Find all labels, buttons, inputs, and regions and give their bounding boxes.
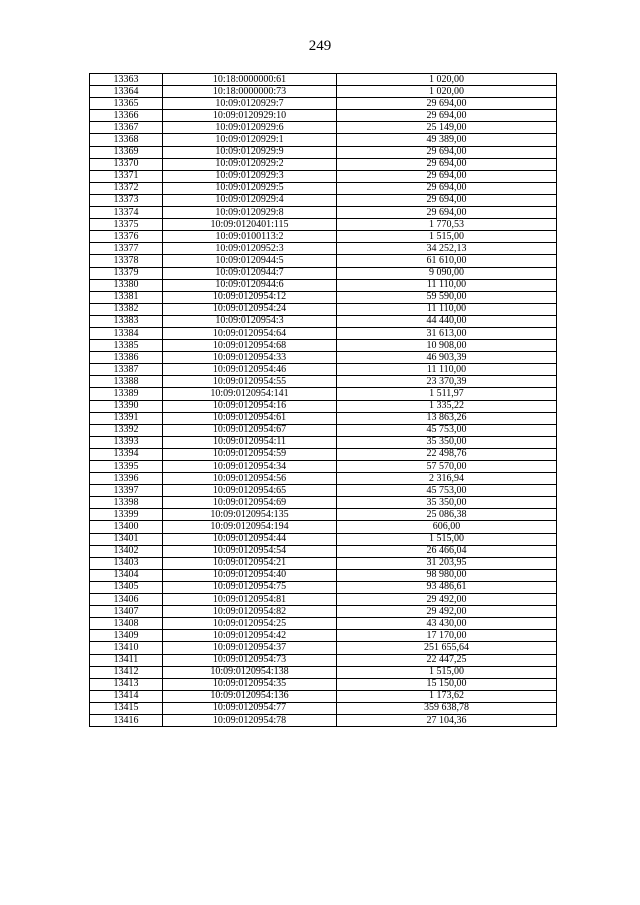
cadastral-number-cell: 10:09:0120929:9 bbox=[163, 146, 337, 158]
row-number-cell: 13395 bbox=[90, 461, 163, 473]
cadastral-number-cell: 10:09:0120954:40 bbox=[163, 569, 337, 581]
amount-cell: 15 150,00 bbox=[337, 678, 557, 690]
row-number-cell: 13399 bbox=[90, 509, 163, 521]
row-number-cell: 13394 bbox=[90, 448, 163, 460]
table-row bbox=[90, 74, 557, 86]
data-table bbox=[89, 73, 557, 727]
cadastral-number-cell: 10:09:0120954:141 bbox=[163, 388, 337, 400]
row-number-cell: 13391 bbox=[90, 412, 163, 424]
cadastral-number-cell: 10:09:0120929:2 bbox=[163, 158, 337, 170]
table-row bbox=[90, 424, 557, 436]
table-row bbox=[90, 122, 557, 134]
table-row bbox=[90, 485, 557, 497]
table-row bbox=[90, 690, 557, 702]
amount-cell: 251 655,64 bbox=[337, 642, 557, 654]
cadastral-number-cell: 10:09:0120954:55 bbox=[163, 376, 337, 388]
row-number-cell: 13413 bbox=[90, 678, 163, 690]
amount-cell: 31 203,95 bbox=[337, 557, 557, 569]
row-number-cell: 13405 bbox=[90, 581, 163, 593]
amount-cell: 11 110,00 bbox=[337, 303, 557, 315]
amount-cell: 93 486,61 bbox=[337, 581, 557, 593]
table-row bbox=[90, 364, 557, 376]
row-number-cell: 13406 bbox=[90, 594, 163, 606]
cadastral-number-cell: 10:09:0120929:1 bbox=[163, 134, 337, 146]
row-number-cell: 13407 bbox=[90, 606, 163, 618]
row-number-cell: 13387 bbox=[90, 364, 163, 376]
row-number-cell: 13412 bbox=[90, 666, 163, 678]
row-number-cell: 13371 bbox=[90, 170, 163, 182]
row-number-cell: 13374 bbox=[90, 207, 163, 219]
amount-cell: 2 316,94 bbox=[337, 473, 557, 485]
row-number-cell: 13386 bbox=[90, 352, 163, 364]
cadastral-number-cell: 10:09:0120954:56 bbox=[163, 473, 337, 485]
amount-cell: 359 638,78 bbox=[337, 702, 557, 714]
cadastral-number-cell: 10:09:0120954:54 bbox=[163, 545, 337, 557]
table-row bbox=[90, 702, 557, 714]
cadastral-number-cell: 10:09:0120954:77 bbox=[163, 702, 337, 714]
row-number-cell: 13384 bbox=[90, 327, 163, 339]
cadastral-number-cell: 10:09:0120929:7 bbox=[163, 98, 337, 110]
cadastral-number-cell: 10:09:0120954:37 bbox=[163, 642, 337, 654]
amount-cell: 35 350,00 bbox=[337, 436, 557, 448]
amount-cell: 59 590,00 bbox=[337, 291, 557, 303]
table-row bbox=[90, 606, 557, 618]
amount-cell: 23 370,39 bbox=[337, 376, 557, 388]
row-number-cell: 13414 bbox=[90, 690, 163, 702]
row-number-cell: 13409 bbox=[90, 630, 163, 642]
row-number-cell: 13401 bbox=[90, 533, 163, 545]
cadastral-number-cell: 10:09:0120954:11 bbox=[163, 436, 337, 448]
row-number-cell: 13379 bbox=[90, 267, 163, 279]
amount-cell: 29 694,00 bbox=[337, 110, 557, 122]
table-body bbox=[90, 74, 557, 727]
table-row bbox=[90, 497, 557, 509]
amount-cell: 29 492,00 bbox=[337, 594, 557, 606]
row-number-cell: 13385 bbox=[90, 340, 163, 352]
amount-cell: 29 694,00 bbox=[337, 98, 557, 110]
row-number-cell: 13366 bbox=[90, 110, 163, 122]
cadastral-number-cell: 10:09:0120954:82 bbox=[163, 606, 337, 618]
amount-cell: 49 389,00 bbox=[337, 134, 557, 146]
row-number-cell: 13404 bbox=[90, 569, 163, 581]
page-number: 249 bbox=[308, 38, 332, 54]
cadastral-number-cell: 10:09:0120954:61 bbox=[163, 412, 337, 424]
row-number-cell: 13402 bbox=[90, 545, 163, 557]
table-row bbox=[90, 533, 557, 545]
row-number-cell: 13408 bbox=[90, 618, 163, 630]
table-row bbox=[90, 521, 557, 533]
table-row bbox=[90, 158, 557, 170]
table-row bbox=[90, 448, 557, 460]
table-row bbox=[90, 194, 557, 206]
table-row bbox=[90, 581, 557, 593]
row-number-cell: 13392 bbox=[90, 424, 163, 436]
row-number-cell: 13378 bbox=[90, 255, 163, 267]
amount-cell: 17 170,00 bbox=[337, 630, 557, 642]
amount-cell: 46 903,39 bbox=[337, 352, 557, 364]
table-row bbox=[90, 352, 557, 364]
amount-cell: 45 753,00 bbox=[337, 485, 557, 497]
table-row bbox=[90, 388, 557, 400]
amount-cell: 13 863,26 bbox=[337, 412, 557, 424]
row-number-cell: 13372 bbox=[90, 182, 163, 194]
table-row bbox=[90, 666, 557, 678]
cadastral-number-cell: 10:09:0120954:138 bbox=[163, 666, 337, 678]
cadastral-number-cell: 10:09:0120929:3 bbox=[163, 170, 337, 182]
amount-cell: 1 515,00 bbox=[337, 666, 557, 678]
amount-cell: 61 610,00 bbox=[337, 255, 557, 267]
row-number-cell: 13398 bbox=[90, 497, 163, 509]
row-number-cell: 13369 bbox=[90, 146, 163, 158]
amount-cell: 29 694,00 bbox=[337, 158, 557, 170]
row-number-cell: 13373 bbox=[90, 194, 163, 206]
cadastral-number-cell: 10:09:0120954:34 bbox=[163, 461, 337, 473]
table-row bbox=[90, 327, 557, 339]
cadastral-number-cell: 10:09:0120954:35 bbox=[163, 678, 337, 690]
row-number-cell: 13389 bbox=[90, 388, 163, 400]
cadastral-number-cell: 10:09:0120954:73 bbox=[163, 654, 337, 666]
table-row bbox=[90, 219, 557, 231]
row-number-cell: 13416 bbox=[90, 714, 163, 726]
cadastral-number-cell: 10:09:0120954:59 bbox=[163, 448, 337, 460]
amount-cell: 43 430,00 bbox=[337, 618, 557, 630]
amount-cell: 57 570,00 bbox=[337, 461, 557, 473]
amount-cell: 35 350,00 bbox=[337, 497, 557, 509]
amount-cell: 29 694,00 bbox=[337, 182, 557, 194]
amount-cell: 11 110,00 bbox=[337, 364, 557, 376]
table-row bbox=[90, 255, 557, 267]
table-row bbox=[90, 509, 557, 521]
cadastral-number-cell: 10:09:0120954:12 bbox=[163, 291, 337, 303]
row-number-cell: 13382 bbox=[90, 303, 163, 315]
table-row bbox=[90, 473, 557, 485]
table-row bbox=[90, 170, 557, 182]
amount-cell: 1 173,62 bbox=[337, 690, 557, 702]
row-number-cell: 13368 bbox=[90, 134, 163, 146]
row-number-cell: 13390 bbox=[90, 400, 163, 412]
table-row bbox=[90, 678, 557, 690]
cadastral-number-cell: 10:09:0120954:81 bbox=[163, 594, 337, 606]
table-row bbox=[90, 642, 557, 654]
amount-cell: 25 149,00 bbox=[337, 122, 557, 134]
table-row bbox=[90, 400, 557, 412]
amount-cell: 98 980,00 bbox=[337, 569, 557, 581]
cadastral-number-cell: 10:09:0120954:65 bbox=[163, 485, 337, 497]
row-number-cell: 13396 bbox=[90, 473, 163, 485]
table-row bbox=[90, 231, 557, 243]
table-row bbox=[90, 303, 557, 315]
table-row bbox=[90, 461, 557, 473]
table-row bbox=[90, 594, 557, 606]
cadastral-number-cell: 10:09:0120954:136 bbox=[163, 690, 337, 702]
cadastral-number-cell: 10:09:0120929:8 bbox=[163, 207, 337, 219]
table-row bbox=[90, 315, 557, 327]
amount-cell: 606,00 bbox=[337, 521, 557, 533]
row-number-cell: 13375 bbox=[90, 219, 163, 231]
cadastral-number-cell: 10:18:0000000:73 bbox=[163, 86, 337, 98]
amount-cell: 45 753,00 bbox=[337, 424, 557, 436]
table-row bbox=[90, 146, 557, 158]
row-number-cell: 13364 bbox=[90, 86, 163, 98]
cadastral-number-cell: 10:09:0120952:3 bbox=[163, 243, 337, 255]
amount-cell: 25 086,38 bbox=[337, 509, 557, 521]
amount-cell: 1 515,00 bbox=[337, 533, 557, 545]
cadastral-number-cell: 10:09:0120929:10 bbox=[163, 110, 337, 122]
cadastral-number-cell: 10:09:0120929:4 bbox=[163, 194, 337, 206]
table-row bbox=[90, 207, 557, 219]
amount-cell: 22 447,25 bbox=[337, 654, 557, 666]
row-number-cell: 13400 bbox=[90, 521, 163, 533]
cadastral-number-cell: 10:09:0120954:64 bbox=[163, 327, 337, 339]
cadastral-number-cell: 10:09:0120954:33 bbox=[163, 352, 337, 364]
cadastral-number-cell: 10:09:0120929:6 bbox=[163, 122, 337, 134]
table-row bbox=[90, 340, 557, 352]
cadastral-number-cell: 10:09:0120954:68 bbox=[163, 340, 337, 352]
table-row bbox=[90, 618, 557, 630]
row-number-cell: 13377 bbox=[90, 243, 163, 255]
cadastral-number-cell: 10:09:0120954:16 bbox=[163, 400, 337, 412]
cadastral-number-cell: 10:09:0120944:7 bbox=[163, 267, 337, 279]
amount-cell: 1 335,22 bbox=[337, 400, 557, 412]
row-number-cell: 13397 bbox=[90, 485, 163, 497]
amount-cell: 1 770,53 bbox=[337, 219, 557, 231]
cadastral-number-cell: 10:09:0120954:135 bbox=[163, 509, 337, 521]
cadastral-number-cell: 10:09:0120954:44 bbox=[163, 533, 337, 545]
cadastral-number-cell: 10:09:0100113:2 bbox=[163, 231, 337, 243]
cadastral-number-cell: 10:09:0120954:25 bbox=[163, 618, 337, 630]
table-row bbox=[90, 279, 557, 291]
amount-cell: 29 694,00 bbox=[337, 170, 557, 182]
cadastral-number-cell: 10:09:0120954:3 bbox=[163, 315, 337, 327]
amount-cell: 10 908,00 bbox=[337, 340, 557, 352]
cadastral-number-cell: 10:09:0120954:46 bbox=[163, 364, 337, 376]
row-number-cell: 13380 bbox=[90, 279, 163, 291]
table-row bbox=[90, 376, 557, 388]
amount-cell: 31 613,00 bbox=[337, 327, 557, 339]
row-number-cell: 13363 bbox=[90, 74, 163, 86]
cadastral-number-cell: 10:09:0120944:6 bbox=[163, 279, 337, 291]
row-number-cell: 13410 bbox=[90, 642, 163, 654]
table-row bbox=[90, 654, 557, 666]
amount-cell: 1 515,00 bbox=[337, 231, 557, 243]
row-number-cell: 13376 bbox=[90, 231, 163, 243]
amount-cell: 1 020,00 bbox=[337, 86, 557, 98]
table-row bbox=[90, 267, 557, 279]
table-row bbox=[90, 436, 557, 448]
cadastral-number-cell: 10:09:0120954:21 bbox=[163, 557, 337, 569]
table-row bbox=[90, 412, 557, 424]
amount-cell: 44 440,00 bbox=[337, 315, 557, 327]
amount-cell: 1 020,00 bbox=[337, 74, 557, 86]
amount-cell: 29 694,00 bbox=[337, 194, 557, 206]
amount-cell: 11 110,00 bbox=[337, 279, 557, 291]
cadastral-number-cell: 10:09:0120401:115 bbox=[163, 219, 337, 231]
table-row bbox=[90, 134, 557, 146]
amount-cell: 22 498,76 bbox=[337, 448, 557, 460]
table-row bbox=[90, 86, 557, 98]
row-number-cell: 13393 bbox=[90, 436, 163, 448]
row-number-cell: 13403 bbox=[90, 557, 163, 569]
amount-cell: 26 466,04 bbox=[337, 545, 557, 557]
cadastral-number-cell: 10:09:0120954:75 bbox=[163, 581, 337, 593]
cadastral-number-cell: 10:09:0120954:194 bbox=[163, 521, 337, 533]
table-row bbox=[90, 545, 557, 557]
amount-cell: 29 694,00 bbox=[337, 146, 557, 158]
amount-cell: 29 694,00 bbox=[337, 207, 557, 219]
row-number-cell: 13367 bbox=[90, 122, 163, 134]
row-number-cell: 13370 bbox=[90, 158, 163, 170]
table-row bbox=[90, 557, 557, 569]
cadastral-number-cell: 10:09:0120954:42 bbox=[163, 630, 337, 642]
table-row bbox=[90, 182, 557, 194]
table-row bbox=[90, 569, 557, 581]
cadastral-number-cell: 10:09:0120954:78 bbox=[163, 714, 337, 726]
cadastral-number-cell: 10:09:0120929:5 bbox=[163, 182, 337, 194]
amount-cell: 34 252,13 bbox=[337, 243, 557, 255]
cadastral-number-cell: 10:09:0120944:5 bbox=[163, 255, 337, 267]
cadastral-number-cell: 10:09:0120954:24 bbox=[163, 303, 337, 315]
row-number-cell: 13365 bbox=[90, 98, 163, 110]
row-number-cell: 13388 bbox=[90, 376, 163, 388]
row-number-cell: 13415 bbox=[90, 702, 163, 714]
table-row bbox=[90, 630, 557, 642]
cadastral-number-cell: 10:18:0000000:61 bbox=[163, 74, 337, 86]
table-row bbox=[90, 714, 557, 726]
cadastral-number-cell: 10:09:0120954:67 bbox=[163, 424, 337, 436]
table-row bbox=[90, 243, 557, 255]
row-number-cell: 13411 bbox=[90, 654, 163, 666]
amount-cell: 9 090,00 bbox=[337, 267, 557, 279]
table-row bbox=[90, 110, 557, 122]
amount-cell: 1 511,97 bbox=[337, 388, 557, 400]
cadastral-number-cell: 10:09:0120954:69 bbox=[163, 497, 337, 509]
amount-cell: 29 492,00 bbox=[337, 606, 557, 618]
amount-cell: 27 104,36 bbox=[337, 714, 557, 726]
row-number-cell: 13383 bbox=[90, 315, 163, 327]
row-number-cell: 13381 bbox=[90, 291, 163, 303]
table-row bbox=[90, 291, 557, 303]
table-row bbox=[90, 98, 557, 110]
